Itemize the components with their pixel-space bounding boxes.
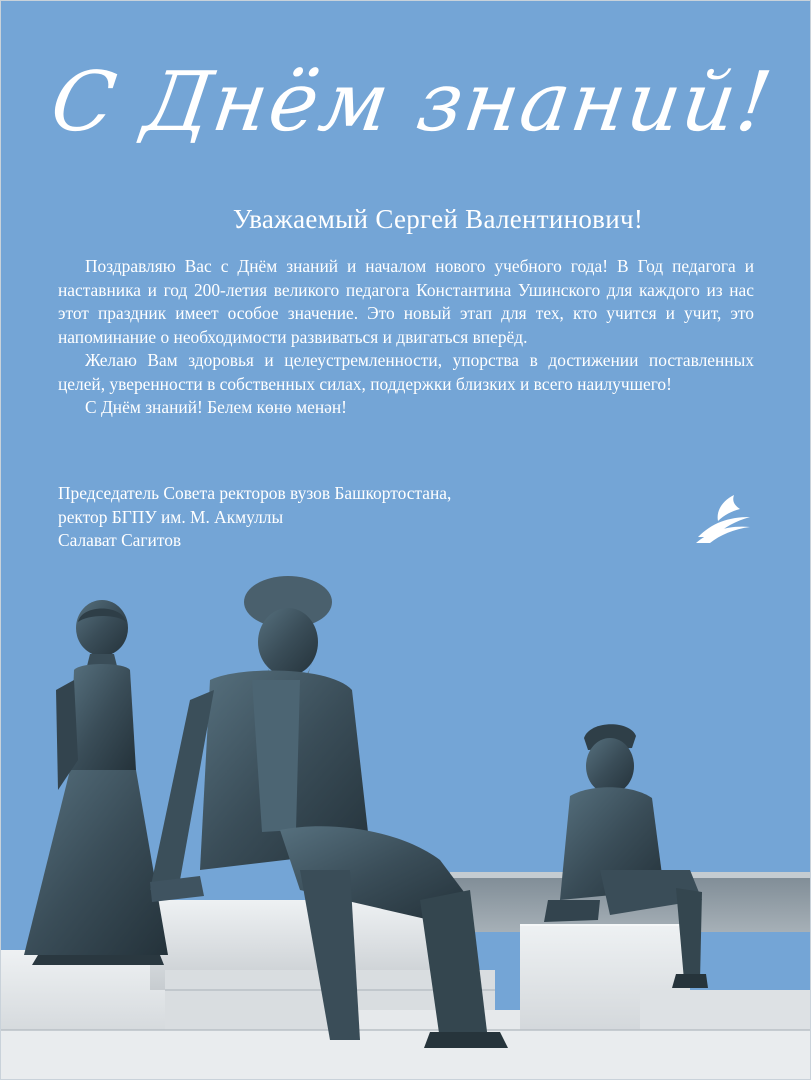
girl-statue <box>24 600 168 965</box>
letter-paragraph: Желаю Вам здоровья и целеустремленности, упорства в достижении поставленных целей, уверенности в собственных силах, поддержки близких и всего наилучшего! <box>58 350 754 394</box>
monument-scene <box>0 570 811 1080</box>
signature-position: Председатель Совета ректоров вузов Башкортостана, <box>58 483 452 503</box>
salutation: Уважаемый Сергей Валентинович! <box>232 204 644 234</box>
signature-name: Салават Сагитов <box>58 530 182 550</box>
signature-title: ректор БГПУ им. М. Акмуллы <box>58 506 284 527</box>
letter-paragraph: С Днём знаний! Белем көнө менән! <box>85 397 347 417</box>
signature-block <box>58 482 618 553</box>
university-wave-logo-icon <box>694 493 752 545</box>
headline: С Днём знаний! <box>45 55 780 150</box>
letter-paragraph: Поздравляю Вас с Днём знаний и началом нового учебного года! В Год педагога и наставника и год 200-летия великого педагога Константина Ушинского для каждого из нас этот праздник имеет особое значение. Это новый этап для тех, кто учится и учит, это напоминание о необходимости развиваться и двигаться вперёд. <box>58 256 754 347</box>
letter-body <box>58 255 754 420</box>
